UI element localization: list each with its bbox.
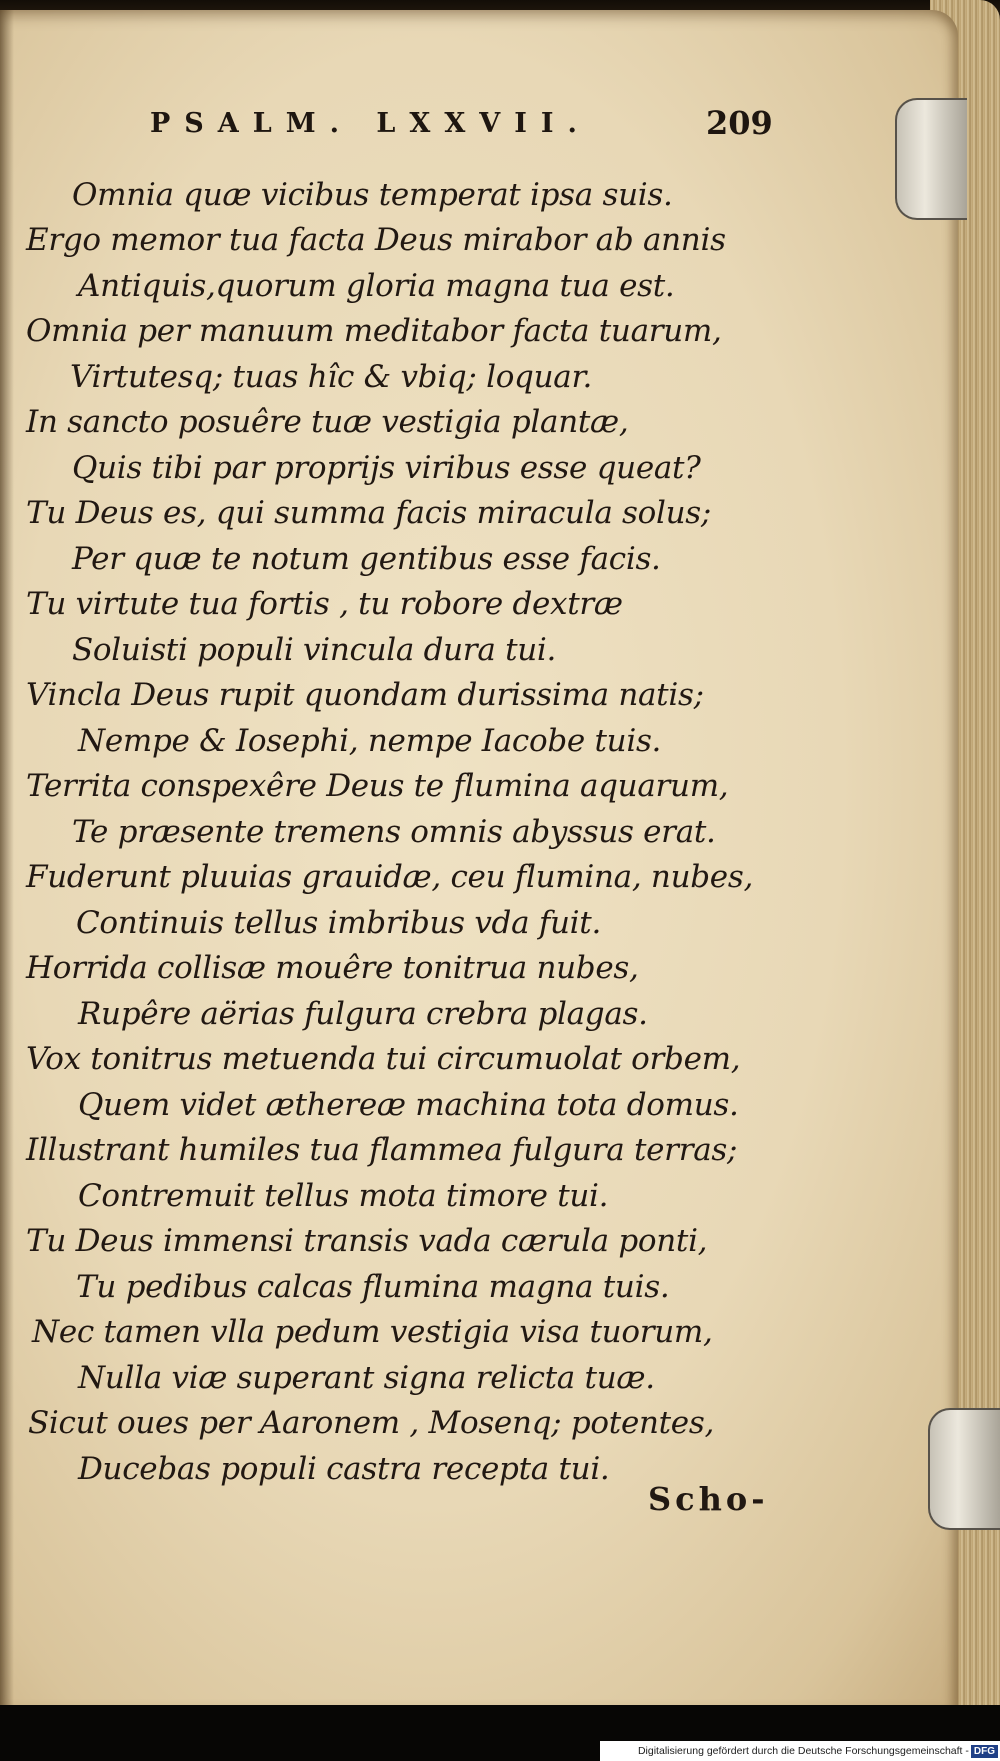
verse-line: Tu Deus es, qui summa facis miracula solus; bbox=[26, 495, 712, 531]
verse-line: Vox tonitrus metuenda tui circumuolat orbem, bbox=[26, 1041, 741, 1077]
verse-line: Omnia quæ vicibus temperat ipsa suis. bbox=[72, 177, 673, 213]
verse-line: Quem videt æthereæ machina tota domus. bbox=[78, 1087, 739, 1123]
verse-line: Tu virtute tua fortis , tu robore dextræ bbox=[26, 586, 623, 622]
catchword: Scho- bbox=[648, 1480, 769, 1518]
digitization-credit: Digitalisierung gefördert durch die Deutsche Forschungsgemeinschaft - bbox=[637, 1745, 969, 1757]
page-number: 209 bbox=[706, 104, 773, 142]
verse-line: Vincla Deus rupit quondam durissima natis; bbox=[26, 677, 704, 713]
verse-line: Nulla viæ superant signa relicta tuæ. bbox=[78, 1360, 655, 1396]
verse-line: Quis tibi par proprijs viribus esse queat? bbox=[72, 450, 701, 486]
verse-line: Soluisti populi vincula dura tui. bbox=[72, 632, 557, 668]
dfg-logo: DFG bbox=[971, 1745, 998, 1758]
verse-line: Te præsente tremens omnis abyssus erat. bbox=[72, 814, 716, 850]
verse-line: Fuderunt pluuias grauidæ, ceu flumina, nubes, bbox=[26, 859, 754, 895]
gutter-shadow bbox=[0, 10, 14, 1710]
verse-line: Tu Deus immensi transis vada cærula ponti, bbox=[26, 1223, 708, 1259]
page-clip-bottom bbox=[928, 1408, 1000, 1530]
verse-line: Continuis tellus imbribus vda fuit. bbox=[76, 905, 602, 941]
verse-line: Ducebas populi castra recepta tui. bbox=[78, 1451, 610, 1487]
verse-line: Rupêre aërias fulgura crebra plagas. bbox=[78, 996, 648, 1032]
verse-line: In sancto posuêre tuæ vestigia plantæ, bbox=[26, 404, 629, 440]
running-title: PSALM. LXXVII. bbox=[150, 108, 591, 139]
verse-line: Ergo memor tua facta Deus mirabor ab annis bbox=[26, 222, 726, 258]
verse-line: Contremuit tellus mota timore tui. bbox=[78, 1178, 609, 1214]
verse-line: Illustrant humiles tua flammea fulgura terras; bbox=[26, 1132, 738, 1168]
page-clip-top bbox=[895, 98, 967, 220]
verse-line: Omnia per manuum meditabor facta tuarum, bbox=[26, 313, 722, 349]
verse-line: Sicut oues per Aaronem , Mosenq; potentes, bbox=[28, 1405, 715, 1441]
verse-line: Virtutesq; tuas hîc & vbiq; loquar. bbox=[70, 359, 593, 395]
verse-line: Territa conspexêre Deus te flumina aquarum, bbox=[26, 768, 729, 804]
verse-line: Nec tamen vlla pedum vestigia visa tuorum, bbox=[32, 1314, 713, 1350]
verse-line: Antiquis,quorum gloria magna tua est. bbox=[78, 268, 675, 304]
verse-line: Tu pedibus calcas flumina magna tuis. bbox=[76, 1269, 670, 1305]
verse-line: Horrida collisæ mouêre tonitrua nubes, bbox=[26, 950, 639, 986]
verse-line: Nempe & Iosephi, nempe Iacobe tuis. bbox=[78, 723, 662, 759]
verse-line: Per quæ te notum gentibus esse facis. bbox=[72, 541, 661, 577]
digitization-credit-bar bbox=[600, 1741, 1000, 1761]
